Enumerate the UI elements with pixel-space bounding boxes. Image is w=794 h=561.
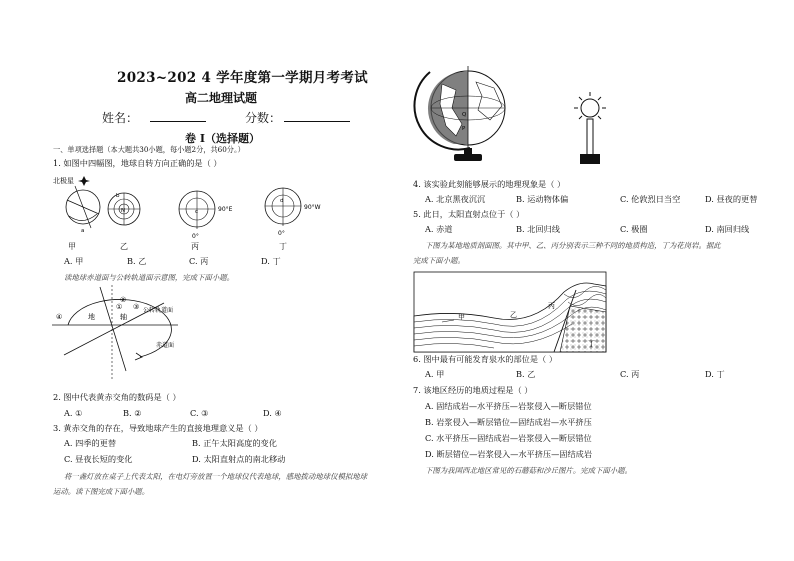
orbit-label-axis: 轴: [120, 313, 127, 321]
orbit-label-orbit: 公转轨道面: [143, 307, 174, 314]
score-label: 分数：: [245, 111, 282, 125]
q1-option-d[interactable]: D. 丁: [261, 256, 281, 266]
q2-option-a[interactable]: A. ①: [64, 408, 83, 418]
geo-intro-line1: 下图为某地地质剖面图。其中甲、乙、丙分别表示三种不同的地质构造，丁为花岗岩。据此: [425, 241, 721, 250]
orbit-label-earth: 地: [88, 313, 95, 321]
q1-stem: 1. 如图中四幅图，地球自转方向正确的是（ ）: [53, 158, 222, 168]
geo-label-yi: 乙: [510, 311, 517, 319]
q5-stem: 5. 此日，太阳直射点位于（ ）: [413, 209, 525, 219]
volume-label: 卷 I（选择题）: [185, 132, 260, 145]
q1-option-a[interactable]: A. 甲: [64, 256, 84, 266]
q5-option-c[interactable]: C. 极圈: [620, 224, 648, 234]
globe-figure: [412, 60, 522, 170]
q1-option-b[interactable]: B. 乙: [127, 256, 147, 266]
lamp-figure: [570, 92, 630, 172]
q5-option-b[interactable]: B. 北回归线: [516, 224, 560, 234]
mark-0-2: 0°: [278, 230, 285, 237]
q7-option-c[interactable]: C. 水平挤压—固结成岩—岩浆侵入—断层错位: [425, 433, 592, 443]
fig-label-yi: 乙: [120, 242, 128, 251]
lamp-intro-line2: 运动。读下图完成下面小题。: [53, 487, 150, 496]
q1-figure: [45, 172, 345, 252]
q4-option-a[interactable]: A. 北京黑夜沉沉: [425, 194, 486, 204]
orbit-label-equator: 赤道面: [156, 342, 175, 349]
last-intro: 下图为我国西北地区常见的石蘑菇和沙丘图片。完成下面小题。: [425, 466, 632, 475]
geology-figure: [414, 272, 606, 352]
mark-a: a: [81, 228, 85, 234]
globe-mark-p: P: [462, 126, 466, 132]
exam-title: 2023~202 4 学年度第一学期月考考试: [117, 70, 368, 86]
north-star-label: 北极星: [53, 177, 74, 185]
q5-option-d[interactable]: D. 南回归线: [705, 224, 750, 234]
exam-subtitle: 高二地理试题: [185, 91, 258, 105]
mark-d: d: [280, 198, 284, 204]
q6-option-a[interactable]: A. 甲: [425, 369, 445, 379]
fig-label-jia: 甲: [68, 242, 76, 251]
orbit-label-n2: ②: [120, 296, 127, 304]
q7-stem: 7. 该地区经历的地质过程是（ ）: [413, 385, 533, 395]
q6-stem: 6. 图中最有可能发育泉水的部位是（ ）: [413, 354, 558, 364]
fig-label-ding: 丁: [279, 242, 287, 251]
orbit-label-n4: ④: [56, 313, 63, 321]
q5-option-a[interactable]: A. 赤道: [425, 224, 453, 234]
q2-option-c[interactable]: C. ③: [190, 408, 209, 418]
figure-jia: [66, 186, 100, 234]
geo-label-jia: 甲: [458, 313, 465, 321]
q6-option-b[interactable]: B. 乙: [516, 369, 536, 379]
orbit-figure: [50, 285, 200, 385]
figure-ding: [265, 188, 321, 237]
mark-0-1: 0°: [192, 233, 199, 240]
q3-stem: 3. 黄赤交角的存在，导致地球产生的直接地理意义是（ ）: [53, 423, 263, 433]
score-blank[interactable]: [284, 121, 350, 122]
q4-option-c[interactable]: C. 伦敦烈日当空: [620, 194, 681, 204]
north-star-icon: [78, 176, 90, 186]
q1-option-c[interactable]: C. 丙: [189, 256, 209, 266]
q3-option-c[interactable]: C. 昼夜长短的变化: [64, 454, 133, 464]
mark-n: N: [121, 208, 126, 214]
mark-90e: 90°E: [218, 206, 233, 213]
mark-c: c: [195, 209, 199, 215]
q2-option-d[interactable]: D. ④: [263, 408, 282, 418]
q3-option-b[interactable]: B. 正午太阳高度的变化: [192, 438, 277, 448]
q7-option-d[interactable]: D. 断层错位—岩浆侵入—水平挤压—固结成岩: [425, 449, 593, 459]
figure-bing: [179, 191, 233, 240]
mark-b: b: [116, 193, 120, 199]
q2-stem: 2. 图中代表黄赤交角的数码是（ ）: [53, 392, 181, 402]
fig-label-bing: 丙: [191, 242, 199, 251]
q6-option-c[interactable]: C. 丙: [620, 369, 640, 379]
orbit-intro: 读地球赤道面与公转轨道面示意图，完成下面小题。: [64, 273, 234, 282]
figure-yi: [108, 193, 140, 225]
q2-option-b[interactable]: B. ②: [123, 408, 142, 418]
q3-option-d[interactable]: D. 太阳直射点的南北移动: [192, 454, 286, 464]
q7-option-b[interactable]: B. 岩浆侵入—断层错位—固结成岩—水平挤压: [425, 417, 592, 427]
orbit-label-n1: ①: [116, 303, 123, 311]
globe-mark-q: Q: [462, 112, 467, 118]
geo-label-ding: 丁: [588, 340, 595, 348]
q7-option-a[interactable]: A. 固结成岩—水平挤压—岩浆侵入—断层错位: [425, 401, 592, 411]
q3-option-a[interactable]: A. 四季的更替: [64, 438, 117, 448]
name-label: 姓名：: [102, 111, 139, 125]
q6-option-d[interactable]: D. 丁: [705, 369, 725, 379]
orbit-label-n3: ③: [133, 303, 140, 311]
lamp-intro-line1: 将一盏灯放在桌子上代表太阳，在电灯旁放置一个地球仪代表地球，感地拨动地球仪模拟地球: [64, 472, 368, 481]
q4-stem: 4. 该实验此刻能够展示的地理现象是（ ）: [413, 179, 566, 189]
mark-90w: 90°W: [304, 204, 321, 211]
geo-label-bing: 丙: [548, 302, 555, 310]
geo-intro-line2: 完成下面小题。: [413, 256, 465, 265]
section-heading: 一、单项选择题（本大题共30小题，每小题2分，共60分。）: [53, 145, 245, 154]
q4-option-d[interactable]: D. 昼夜的更替: [705, 194, 758, 204]
q4-option-b[interactable]: B. 运动物体偏: [516, 194, 569, 204]
name-blank[interactable]: [150, 121, 206, 122]
